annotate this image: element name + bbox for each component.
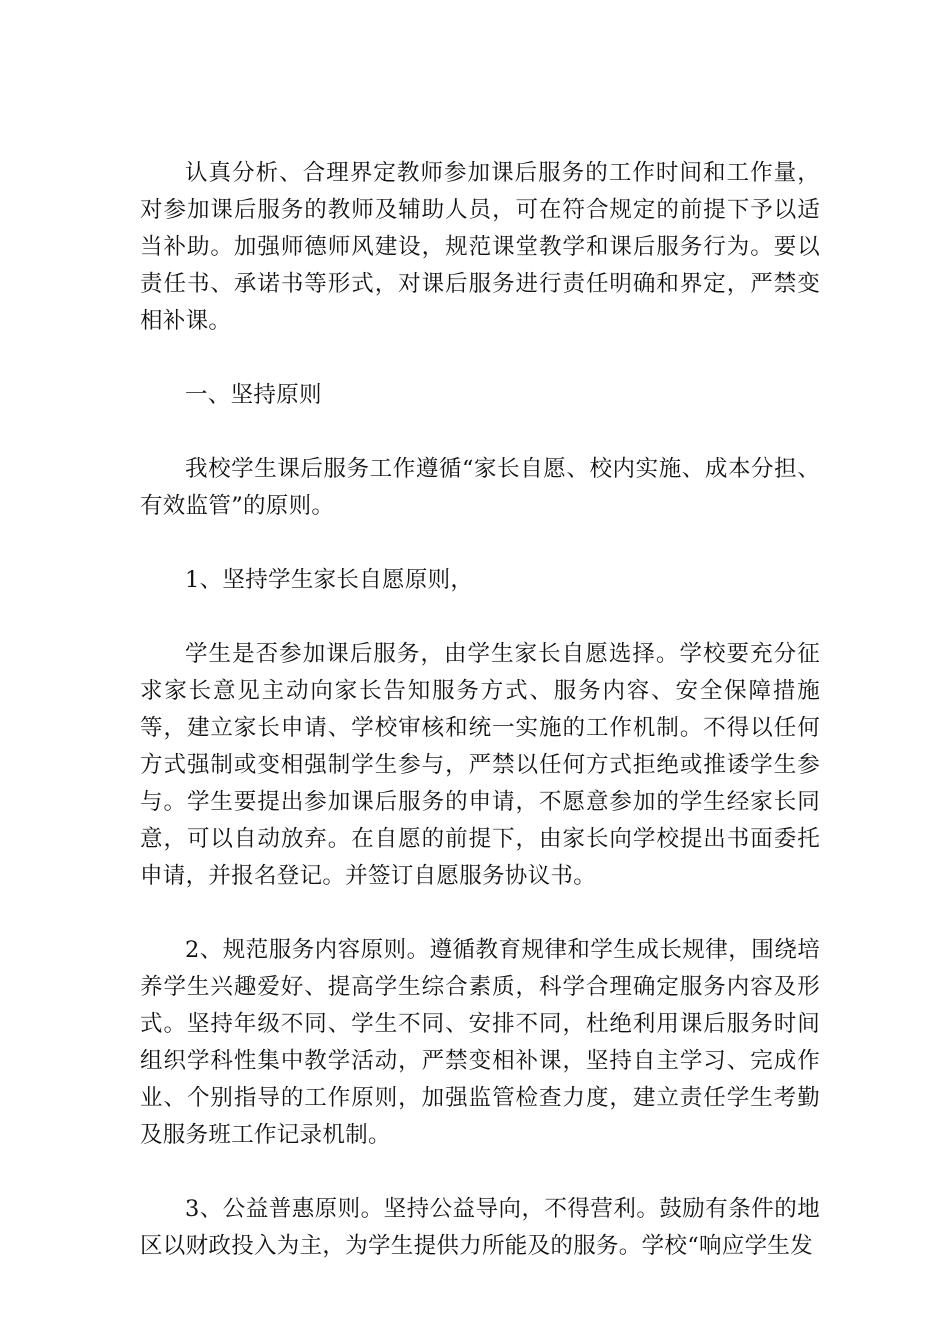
paragraph-service-content-principle: 2、规范服务内容原则。遵循教育规律和学生成长规律，围绕培养学生兴趣爱好、提高学生综合素质，科学合理确定服务内容及形式。坚持年级不同、学生不同、安排不同，杜绝利用课后服务时间组织学科性集中教学活动，严禁变相补课，坚持自主学习、完成作业、个别指导的工作原则，加强监管检查力度，建立责任学生考勤及服务班工作记录机制。 (140, 937, 820, 1148)
document-body (140, 155, 820, 1302)
paragraph-voluntary-details: 学生是否参加课后服务，由学生家长自愿选择。学校要充分征求家长意见主动向家长告知服务方式、服务内容、安全保障措施等，建立家长申请、学校审核和统一实施的工作机制。不得以任何方式强制或变相强制学生参与，严禁以任何方式拒绝或推诿学生参与。学生要提出参加课后服务的申请，不愿意参加的学生经家长同意，可以自动放弃。在自愿的前提下，由家长向学校提出书面委托申请，并报名登记。并签订自愿服务协议书。 (140, 641, 820, 889)
paragraph-principles-summary: 我校学生课后服务工作遵循“家长自愿、校内实施、成本分担、有效监管”的原则。 (140, 456, 820, 519)
subheading-voluntary-principle: 1、坚持学生家长自愿原则， (185, 567, 474, 593)
section-heading-principles: 一、坚持原则 (185, 382, 322, 408)
paragraph-public-welfare-principle: 3、公益普惠原则。坚持公益导向，不得营利。鼓励有条件的地区以财政投入为主，为学生提供力所能及的服务。学校“响应学生发 (140, 1196, 820, 1259)
paragraph-intro: 认真分析、合理界定教师参加课后服务的工作时间和工作量，对参加课后服务的教师及辅助人员，可在符合规定的前提下予以适当补助。加强师德师风建设，规范课堂教学和课后服务行为。要以责任书、承诺书等形式，对课后服务进行责任明确和界定，严禁变相补课。 (140, 160, 820, 334)
